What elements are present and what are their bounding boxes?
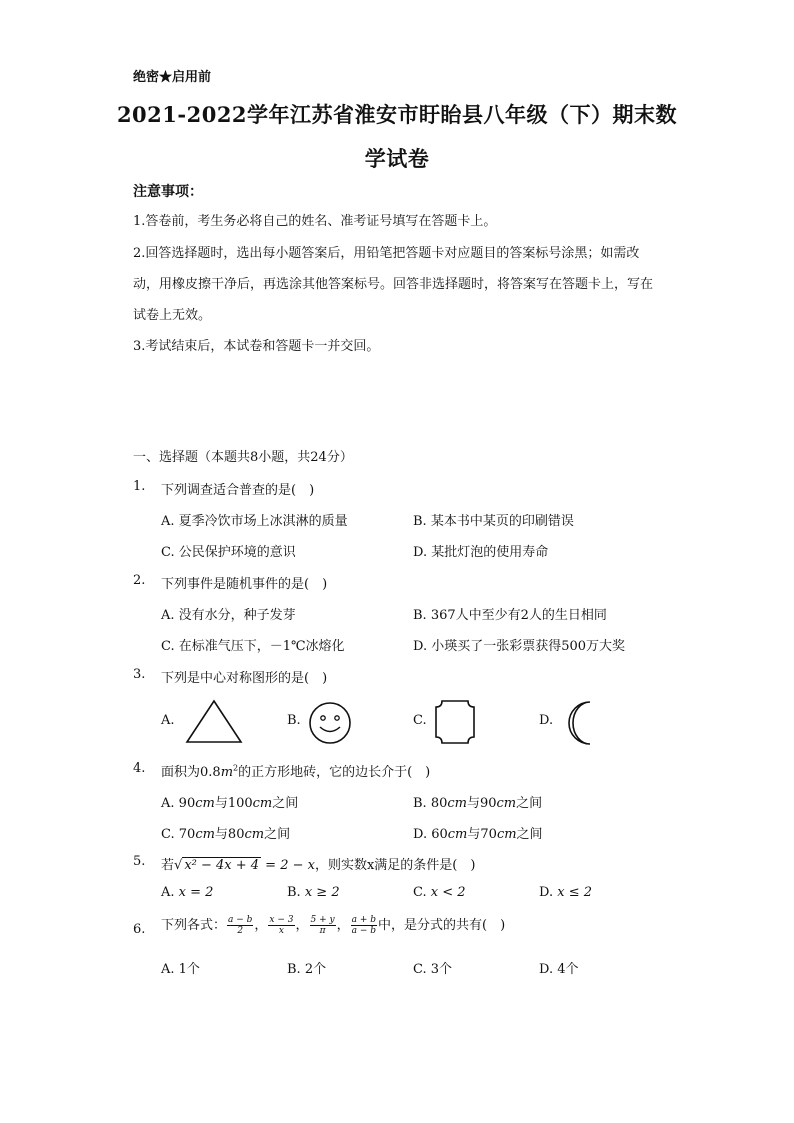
fraction-4: $\frac{a + b}{a - b}$: [351, 915, 376, 936]
note-item-3: 3.考试结束后，本试卷和答题卡一并交回。: [133, 339, 380, 354]
question-4-exponent: 2: [233, 763, 239, 773]
question-5-number: 5.: [133, 854, 146, 869]
question-1-option-b: B. 某本书中某页的印刷错误: [413, 514, 574, 529]
question-4-option-d: D. 60cm与70cm之间: [413, 827, 543, 842]
note-item-2: 2.回答选择题时，选出每小题答案后，用铅笔把答题卡对应题目的答案标号涂黑；如需改动，用橡皮擦干净后，再选涂其他答案标号。回答非选择题时，将答案写在答题卡上，写在试卷上无效。: [133, 246, 654, 323]
question-1-number: 1.: [133, 479, 146, 494]
question-2-option-b: B. 367人中至少有2人的生日相同: [413, 608, 607, 623]
question-2-text: 下列事件是随机事件的是( ): [161, 577, 328, 592]
question-5-text-post: ，则实数x满足的条件是( ): [314, 858, 476, 873]
fraction-1: $\frac{a - b}{2}$: [228, 915, 253, 936]
question-6-option-b: B. 2个: [287, 962, 327, 977]
question-4-unit: m: [220, 765, 234, 780]
question-5-option-a: A. x = 2: [161, 885, 214, 900]
question-4-option-b: B. 80cm与90cm之间: [413, 796, 543, 811]
question-5-text-pre: 若: [161, 858, 175, 873]
fraction-3: $\frac{5 + y}{\pi}$: [310, 915, 335, 936]
question-2-number: 2.: [133, 573, 146, 588]
question-5-option-b: B. x ≥ 2: [287, 885, 340, 900]
triangle-icon: [185, 699, 243, 745]
question-1-option-a: A. 夏季冷饮市场上冰淇淋的质量: [161, 514, 348, 529]
question-4-option-c: C. 70cm与80cm之间: [161, 827, 291, 842]
question-6-text: 下列各式： $\frac{a - b}{2}$ ， $\frac{x - 3}{x}$ ， $\frac{5 + y}{\pi}$ ， $\frac{a + b}{a - b}$ 中，是分式的共有( ): [161, 915, 506, 936]
question-3-option-b: B.: [287, 713, 301, 728]
question-5-text: [161, 854, 475, 873]
question-1-option-c: C. 公民保护环境的意识: [161, 545, 296, 560]
question-2-option-d: D. 小瑛买了一张彩票获得500万大奖: [413, 639, 626, 654]
page-title-line-2: 学试卷: [364, 146, 430, 171]
question-4-option-a: A. 90cm与100cm之间: [161, 796, 299, 811]
fraction-2: $\frac{x - 3}{x}$: [269, 915, 294, 936]
question-3-option-d: D.: [539, 713, 554, 728]
question-2-option-c: C. 在标准气压下，－1℃冰熔化: [161, 639, 345, 654]
confidential-label: 绝密★启用前: [133, 70, 212, 85]
notes-heading: 注意事项：: [133, 184, 203, 200]
question-3-option-c: C.: [413, 713, 427, 728]
page-title-line-1: 2021-2022学年江苏省淮安市盱眙县八年级（下）期末数: [116, 102, 678, 127]
question-4-number: 4.: [133, 761, 146, 776]
question-3-text: 下列是中心对称图形的是( ): [161, 671, 328, 686]
question-6-option-a: A. 1个: [161, 962, 200, 977]
question-2-option-a: A. 没有水分，种子发芽: [161, 608, 296, 623]
question-3-option-a: A.: [161, 713, 175, 728]
question-5-option-c: C. x < 2: [413, 885, 466, 900]
note-item-1: 1.答卷前，考生务必将自己的姓名、准考证号填写在答题卡上。: [133, 214, 497, 229]
question-4-text: [161, 761, 430, 780]
question-5-radicand: x² − 4x + 4: [184, 858, 260, 873]
question-6-option-c: C. 3个: [413, 962, 453, 977]
question-4-text-pre: 面积为0.8: [161, 765, 221, 780]
question-6-number: 6.: [133, 922, 146, 937]
question-1-text: 下列调查适合普查的是( ): [161, 483, 315, 498]
question-6-text-pre: 下列各式：: [161, 918, 227, 933]
question-6-text-post: 中，是分式的共有( ): [378, 918, 506, 933]
question-1-option-d: D. 某批灯泡的使用寿命: [413, 545, 549, 560]
smiley-face-icon: [308, 701, 352, 745]
question-4-text-post: 的正方形地砖，它的边长介于( ): [238, 765, 431, 780]
question-5-equation: = 2 − x: [261, 858, 315, 873]
section-title: 一、选择题（本题共8小题，共24分）: [133, 450, 353, 465]
crescent-moon-icon: [562, 699, 598, 747]
question-5-option-d: D. x ≤ 2: [539, 885, 592, 900]
sqrt-icon: √: [174, 858, 183, 873]
question-6-option-d: D. 4个: [539, 962, 579, 977]
notched-square-icon: [434, 699, 476, 745]
question-3-number: 3.: [133, 667, 146, 682]
